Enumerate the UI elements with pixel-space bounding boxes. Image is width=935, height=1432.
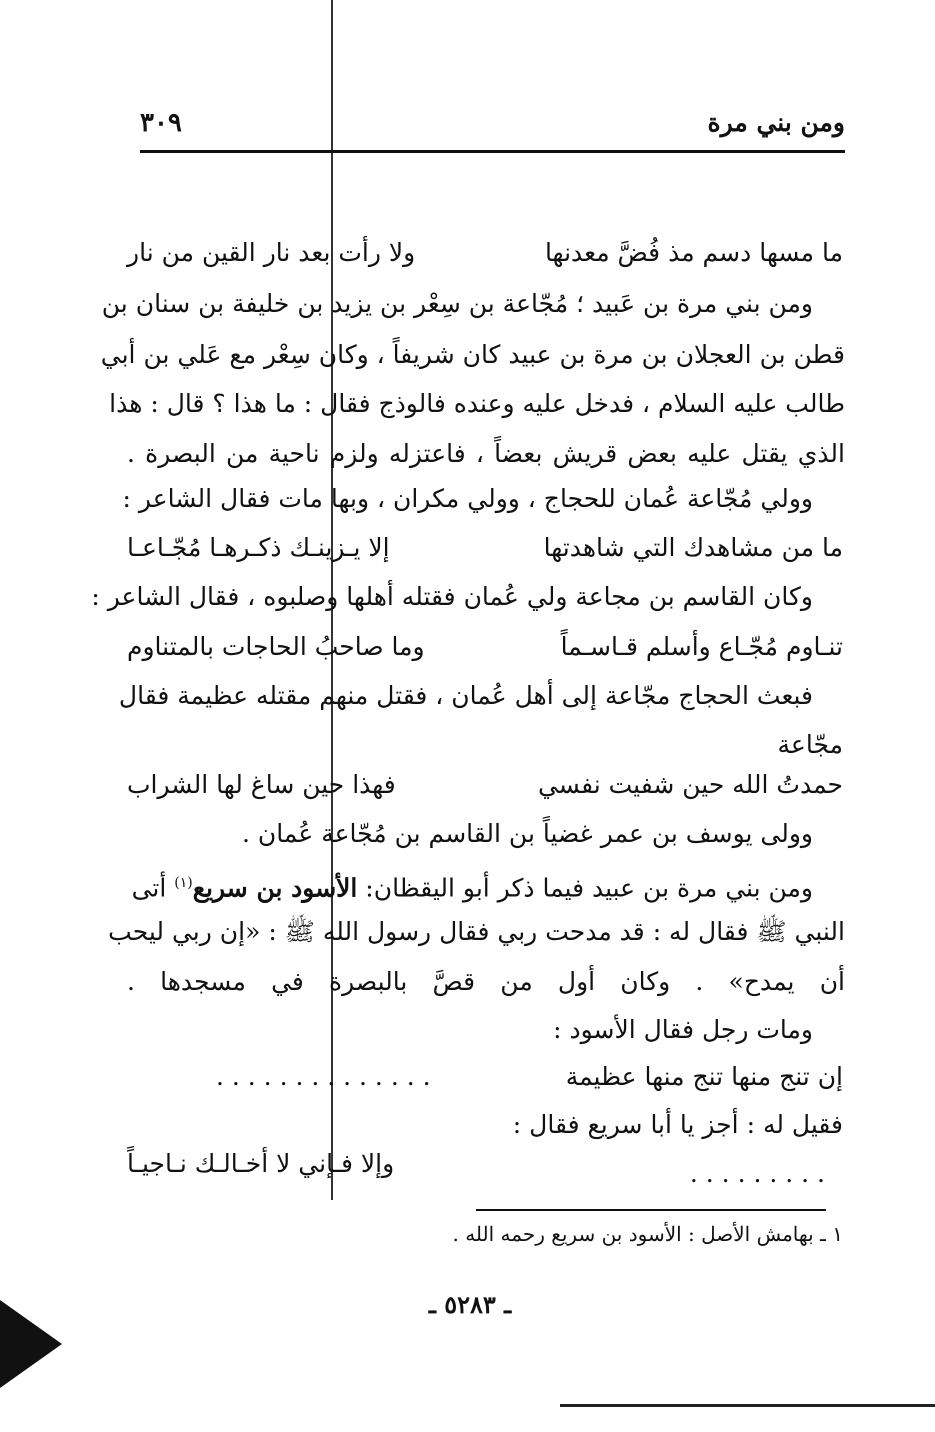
header-rule (140, 150, 845, 153)
verse-hemistich-right: تنـاوم مُجّـاع وأسلم قـاسـماً (560, 632, 843, 661)
paragraph-line: مجّاعة (777, 730, 843, 759)
paragraph-line: الذي يقتل عليه بعض قريش بعضاً ، فاعتزله ولزم ناحية من البصرة . (127, 439, 845, 468)
verse-hemistich-right: ما من مشاهدك التي شاهدتها (543, 533, 843, 562)
paragraph-line: وولي مُجّاعة عُمان للحجاج ، وولي مكران ، وبها مات فقال الشاعر : (122, 484, 813, 513)
paragraph-line: ومات رجل فقال الأسود : (553, 1015, 813, 1044)
verse-ellipsis: . . . . . . . . . . . . . . (216, 1062, 431, 1091)
person-name-bold: الأسود بن سريع (192, 873, 358, 903)
paragraph-line (127, 866, 813, 905)
running-head-title: ومن بني مرة (707, 108, 845, 137)
paragraph-line: ومن بني مرة بن عَبيد ؛ مُجّاعة بن سِعْر بن يزيد بن خليفة بن سنان بن (101, 289, 813, 318)
verse-hemistich-left: ولا رأت بعد نار القين من نار (127, 238, 416, 267)
verse-hemistich-left: إلا يـزينـك ذكـرهـا مُجّـاعـا (127, 533, 390, 562)
scan-bottom-smudge (560, 1404, 935, 1407)
verse-ellipsis: . . . . . . . . . (689, 1159, 825, 1188)
verse-hemistich-left: وإلا فـإني لا أخـالـك نـاجيـاً (127, 1149, 395, 1178)
text-span: ومن بني مرة بن عبيد فيما ذكر أبو اليقظان: (357, 873, 813, 903)
page-number: ٣٠٩ (140, 108, 182, 138)
text-span: أتى (131, 873, 175, 903)
verse-hemistich-right: ما مسها دسم مذ فُضَّ معدنها (544, 238, 843, 267)
paragraph-line: فبعث الحجاج مجّاعة إلى أهل عُمان ، فقتل منهم مقتله عظيمة فقال (118, 681, 813, 710)
paragraph-line: فقيل له : أجز يا أبا سريع فقال : (512, 1110, 843, 1139)
paragraph-line: وكان القاسم بن مجاعة ولي عُمان فقتله أهلها وصلبوه ، فقال الشاعر : (91, 582, 813, 611)
footnote: ١ ـ بهامش الأصل : الأسود بن سريع رحمه الله . (452, 1222, 843, 1246)
verse-hemistich-right: إن تنج منها تنج منها عظيمة (565, 1062, 843, 1091)
running-head (140, 108, 845, 148)
footnote-rule (476, 1209, 826, 1211)
paragraph-line: قطن بن العجلان بن مرة بن عبيد كان شريفاً ، وكان سِعْر مع عَلي بن أبي (100, 340, 845, 369)
footnote-marker: (١) (174, 875, 193, 891)
verse-hemistich-left: فهذا حين ساغ لها الشراب (127, 770, 396, 799)
paragraph-line: وولى يوسف بن عمر غضياً بن القاسم بن مُجّاعة عُمان . (242, 819, 813, 848)
verse-hemistich-right: حمدتُ الله حين شفيت نفسي (537, 770, 843, 799)
paragraph-line: النبي ﷺ فقال له : قد مدحت ربي فقال رسول الله ﷺ : «إن ربي ليحب (108, 917, 845, 946)
verse-hemistich-left: وما صاحبُ الحاجات بالمتناوم (127, 632, 425, 661)
folio-number: ـ ٥٢٨٣ ـ (428, 1290, 512, 1319)
scan-corner-shadow (0, 1300, 62, 1388)
paragraph-line: أن يمدح» . وكان أول من قصَّ بالبصرة في مسجدها . (127, 967, 845, 996)
paragraph-line: طالب عليه السلام ، فدخل عليه وعنده فالوذج فقال : ما هذا ؟ قال : هذا (109, 389, 845, 418)
